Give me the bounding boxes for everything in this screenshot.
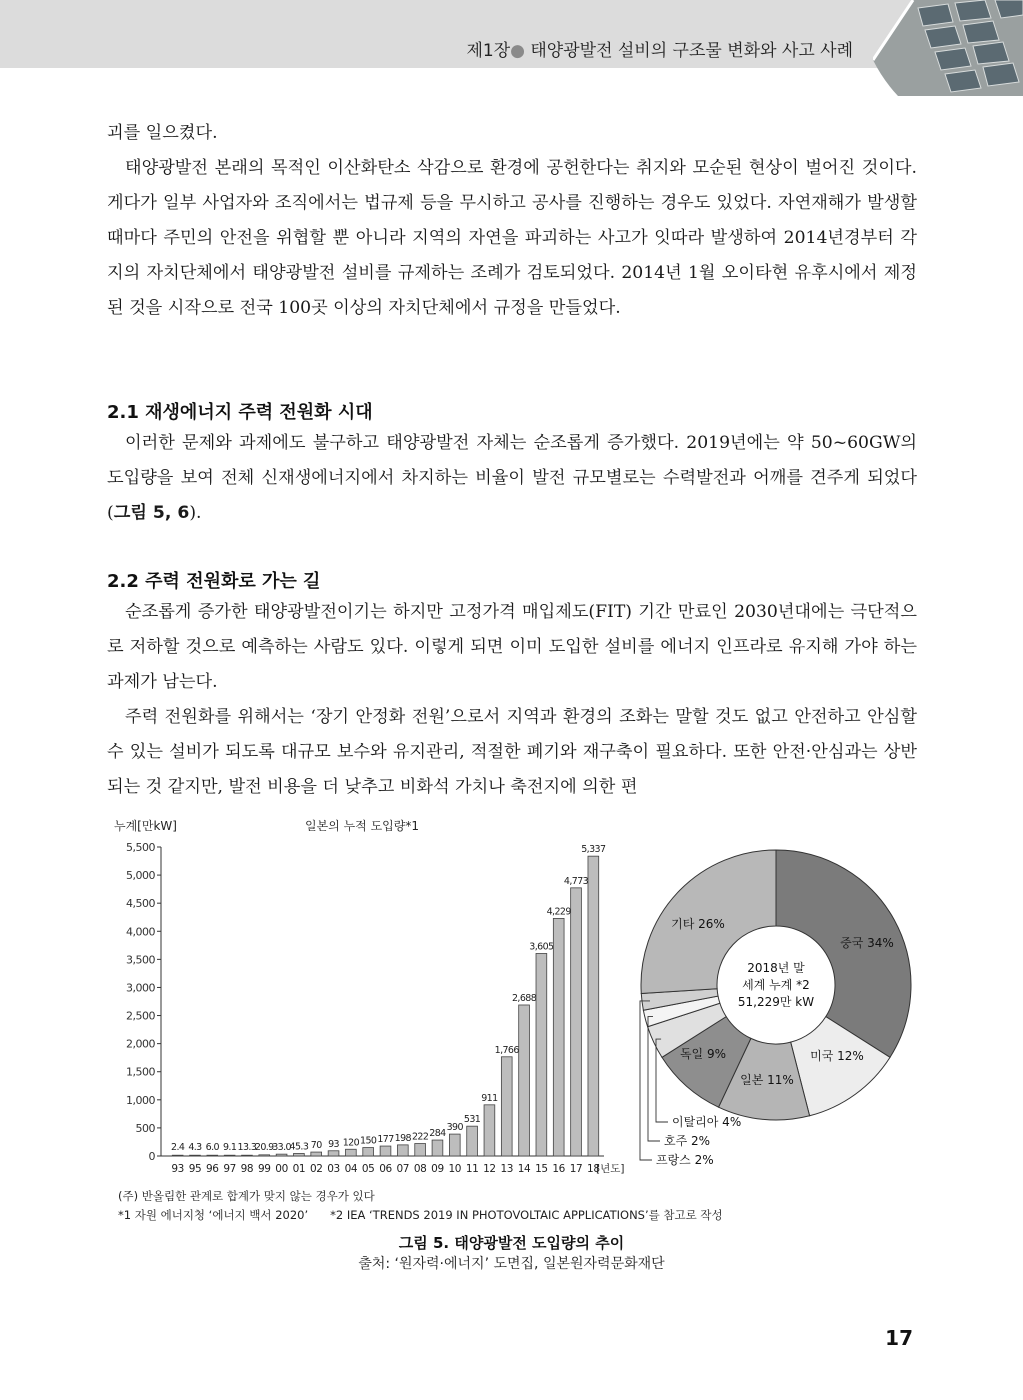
bar [553,918,564,1156]
x-tick-label: 98 [240,1163,254,1175]
bar [190,1155,201,1156]
pie-slice [776,850,911,1057]
bar [501,1057,512,1156]
note-rounding: (주) 반올림한 관계로 합계가 맞지 않는 경우가 있다 [118,1189,375,1203]
bar [294,1153,305,1156]
x-tick-label: 01 [292,1163,306,1175]
x-tick-label: 09 [431,1163,444,1175]
pie-slice-label: 독일 9% [679,1047,727,1061]
bar [259,1155,270,1156]
pie-slice-label: 중국 34% [840,936,894,950]
section-2-1-text [107,426,917,531]
x-tick-label: 93 [171,1163,184,1175]
bar-value-label: 20.9 [254,1142,274,1153]
bar [207,1155,218,1156]
chapter-title: 태양광발전 설비의 구조물 변화와 사고 사례 [530,41,853,61]
y-tick-label: 1,500 [126,1065,155,1079]
x-tick-label: 13 [500,1163,514,1175]
y-tick-label: 3,500 [126,953,155,967]
x-tick-label: 04 [344,1163,358,1175]
x-tick-label: 11 [465,1163,479,1175]
paragraph: 순조롭게 증가한 태양광발전이기는 하지만 고정가격 매입제도(FIT) 기간 만료인 2030년대에는 극단적으로 저하할 것으로 예측하는 사람도 있다. 이렇게 되면 이미 도입한 설비를 에너지 인프라로 유지해 가야 하는 과제가 남는다. [107,602,917,692]
y-tick-label: 0 [148,1150,155,1163]
running-header-title [466,36,853,61]
y-tick-label: 5,000 [126,869,155,883]
x-tick-label: 16 [552,1163,565,1175]
bar [328,1151,339,1156]
x-tick-label: 96 [206,1163,219,1175]
x-tick-label: 15 [535,1163,548,1175]
bar [432,1140,443,1156]
intro-text-block [107,116,917,326]
bar [397,1145,408,1156]
bar [380,1146,391,1156]
bar-value-label: 531 [463,1114,481,1126]
figure-notes [118,1187,723,1225]
bar-value-label: 70 [310,1140,322,1152]
bar [311,1152,322,1156]
bar-value-label: 177 [377,1134,394,1146]
pie-center-label: 51,229만 kW [737,995,815,1009]
y-tick-label: 500 [135,1121,155,1135]
bar-value-label: 284 [429,1128,446,1140]
chart-title: 일본의 누적 도입량*1 [305,819,420,833]
figure-source: 출처: ‘원자력·에너지’ 도면집, 일본원자력문화재단 [358,1256,665,1272]
x-tick-label: 14 [517,1163,531,1175]
pie-slice-label: 이탈리아 4% [672,1115,742,1129]
bar-value-label: 2,688 [511,992,537,1004]
bullet-dot-icon: ● [510,41,525,61]
x-tick-label: 08 [413,1163,427,1175]
x-tick-label: 95 [188,1163,202,1175]
x-tick-label: 05 [361,1163,375,1175]
note-sources [118,1206,723,1225]
paragraph [107,426,917,531]
bar-value-label: 9.1 [222,1142,237,1153]
bar [224,1155,235,1156]
x-tick-label: 07 [396,1163,410,1175]
bar [571,888,582,1156]
pie-slice-label: 기타 26% [671,917,725,931]
x-tick-label: 18 [587,1163,600,1175]
bar-value-label: 120 [342,1137,360,1149]
y-tick-label: 4,000 [126,925,155,939]
note-source-2: *2 IEA ‘TRENDS 2019 IN PHOTOVOLTAIC APPLICATIONS’를 참고로 작성 [330,1208,723,1222]
pie-center-label: 세계 누계 *2 [742,978,810,992]
bar-value-label: 1,766 [494,1044,519,1056]
y-tick-label: 4,500 [126,897,155,911]
paragraph-text: ). [189,503,202,523]
figure-5-charts [100,810,930,1182]
y-axis-label: 누계[만kW] [114,819,177,833]
pie-slice-label: 일본 11% [740,1073,794,1087]
bar-value-label: 4,773 [563,875,589,887]
y-tick-label: 2,000 [126,1037,155,1051]
bar [449,1134,460,1156]
bar [276,1154,287,1156]
page-number: 17 [885,1326,913,1350]
bar-value-label: 3,605 [529,941,554,953]
bar [536,953,547,1156]
bar [415,1144,426,1156]
x-tick-label: 99 [257,1163,271,1175]
x-axis-label: [년도] [596,1163,625,1175]
bar [588,856,599,1156]
section-heading: 2.1 재생에너지 주력 전원화 시대 [107,402,373,423]
x-tick-label: 03 [327,1163,340,1175]
bar-value-label: 5,337 [581,844,606,856]
figure-reference: 그림 5, 6 [113,503,190,523]
chapter-label: 제1장 [466,41,511,61]
solar-panel-photo-icon [873,0,1023,96]
paragraph: 괴를 일으켰다. [107,123,218,143]
bar [363,1148,374,1156]
pie-center-label: 2018년 말 [747,961,805,975]
figure-caption: 그림 5. 태양광발전 도입량의 추이 [398,1234,625,1252]
y-tick-label: 2,500 [126,1009,155,1023]
bar [484,1105,495,1156]
y-tick-label: 5,500 [126,841,155,854]
bar [345,1149,356,1156]
y-tick-label: 3,000 [126,981,155,995]
bar-value-label: 13.3 [237,1142,257,1153]
bar-value-label: 6.0 [205,1142,219,1153]
paragraph: 태양광발전 본래의 목적인 이산화탄소 삭감으로 환경에 공헌한다는 취지와 모순된 현상이 벌어진 것이다. 게다가 일부 사업자와 조직에서는 법규제 등을 무시하고 공사를 진행하는 경우도 있었다. 자연재해가 발생할 때마다 주민의 안전을 위협할 뿐 아니라 지역의 자연을 파괴하는 사고가 잇따라 발생하여 2014년경부터 각지의 자치단체에서 태양광발전 설비를 규제하는 조례가 검토되었다. 2014년 1월 오이타현 유후시에서 제정된 것을 시작으로 전국 100곳 이상의 자치단체에서 규정을 만들었다. [107,158,917,318]
bar-value-label: 2.4 [171,1142,185,1153]
x-tick-label: 10 [448,1163,462,1175]
bar [467,1126,478,1156]
x-tick-label: 00 [275,1163,288,1175]
note-source-1: *1 자원 에너지청 ‘에너지 백서 2020’ [118,1208,309,1222]
bar-value-label: 150 [360,1135,377,1147]
x-tick-label: 06 [379,1163,392,1175]
bar-value-label: 4.3 [188,1142,202,1153]
y-tick-label: 1,000 [126,1093,155,1107]
bar-value-label: 4,229 [546,906,571,918]
bar [519,1005,530,1156]
paragraph: 주력 전원화를 위해서는 ‘장기 안정화 전원’으로서 지역과 환경의 조화는 말할 것도 없고 안전하고 안심할 수 있는 설비가 되도록 대규모 보수와 유지관리, 적절한 폐기와 재구축이 필요하다. 또한 안전·안심과는 상반되는 것 같지만, 발전 비용을 더 낮추고 비화석 가치나 축전지에 의한 편 [107,707,917,797]
bar-value-label: 911 [481,1092,498,1104]
section-2-2-text [107,595,917,805]
pie-slice-label: 미국 12% [810,1049,864,1063]
bar-value-label: 390 [446,1122,463,1134]
x-tick-label: 02 [309,1163,323,1175]
bar [242,1155,253,1156]
section-heading: 2.2 주력 전원화로 가는 길 [107,571,321,592]
pie-slice-label: 프랑스 2% [656,1153,714,1167]
pie-slice-label: 호주 2% [664,1134,711,1148]
bar [172,1155,183,1156]
bar-value-label: 222 [411,1131,429,1143]
bar-value-label: 198 [394,1132,411,1144]
bar-value-label: 33.0 [272,1142,291,1153]
x-tick-label: 17 [569,1163,583,1175]
paragraph-text: 이러한 문제와 과제에도 불구하고 태양광발전 자체는 순조롭게 증가했다. 2019년에는 약 50~60GW의 도입량을 보여 전체 신재생에너지에서 차지하는 비율이 발전 규모별로는 수력발전과 어깨를 견주게 되었다( [107,433,917,523]
x-tick-label: 12 [483,1163,496,1175]
bar-value-label: 93 [328,1138,339,1150]
bar-value-label: 45.3 [289,1141,309,1153]
x-tick-label: 97 [223,1163,236,1175]
